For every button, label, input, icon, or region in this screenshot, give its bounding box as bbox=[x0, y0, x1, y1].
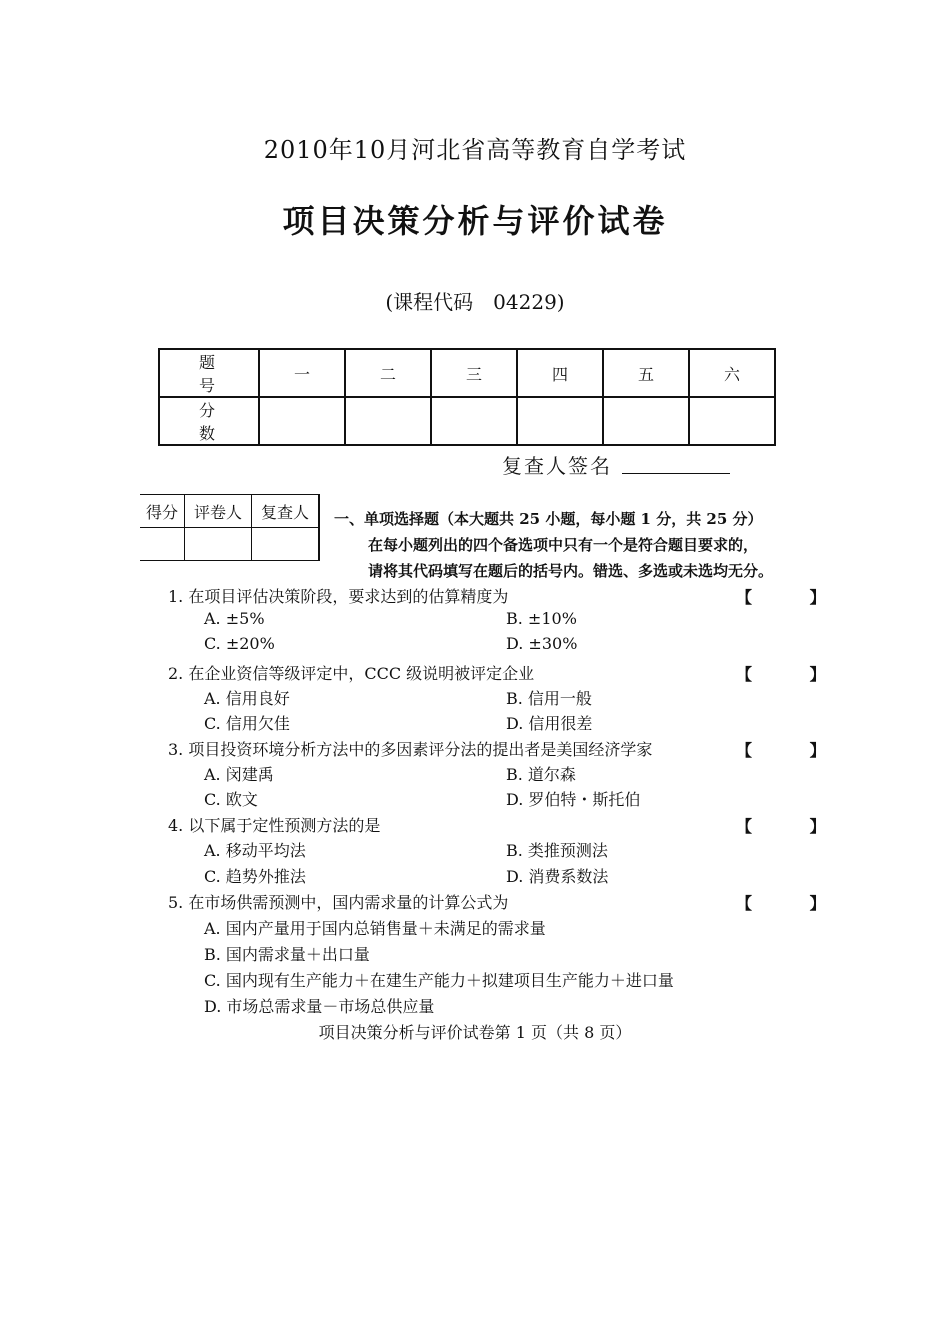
grader-cell-score[interactable] bbox=[140, 528, 185, 561]
question-3-option-d: D. 罗伯特・斯托伯 bbox=[506, 790, 641, 809]
score-table-col-3: 三 bbox=[431, 349, 517, 397]
question-2-option-b: B. 信用一般 bbox=[506, 689, 592, 708]
question-3-option-c: C. 欧文 bbox=[204, 790, 258, 809]
reviewer-signature-label: 复查人签名 bbox=[502, 454, 612, 478]
question-5-option-c: C. 国内现有生产能力＋在建生产能力＋拟建项目生产能力＋进口量 bbox=[204, 971, 674, 990]
score-cell-4[interactable] bbox=[517, 397, 603, 445]
score-cell-5[interactable] bbox=[603, 397, 689, 445]
question-2-option-a: A. 信用良好 bbox=[204, 689, 290, 708]
grader-cell-reviewer[interactable] bbox=[252, 528, 320, 561]
score-table bbox=[158, 348, 776, 446]
section-instruction-2: 请将其代码填写在题后的括号内。错选、多选或未选均无分。 bbox=[368, 562, 774, 580]
grader-header-reviewer: 复查人 bbox=[252, 495, 320, 528]
score-table-header-row bbox=[159, 349, 775, 397]
question-2-stem: 2. 在企业资信等级评定中，CCC 级说明被评定企业 bbox=[168, 664, 535, 683]
course-code: (课程代码 04229) bbox=[385, 290, 565, 314]
question-4-option-b: B. 类推预测法 bbox=[506, 841, 608, 860]
grader-header-score: 得分 bbox=[140, 495, 185, 528]
question-1-option-c: C. ±20% bbox=[204, 634, 275, 653]
score-table-col-1: 一 bbox=[259, 349, 345, 397]
question-1-answer-bracket[interactable]: 【 】 bbox=[736, 588, 852, 607]
score-cell-6[interactable] bbox=[689, 397, 775, 445]
question-4-option-a: A. 移动平均法 bbox=[204, 841, 306, 860]
grader-cell-grader[interactable] bbox=[185, 528, 252, 561]
score-table-label-score: 分 数 bbox=[159, 397, 259, 445]
question-2-option-d: D. 信用很差 bbox=[506, 714, 593, 733]
question-5-option-a: A. 国内产量用于国内总销售量＋未满足的需求量 bbox=[204, 919, 546, 938]
section-instruction-1: 在每小题列出的四个备选项中只有一个是符合题目要求的， bbox=[368, 536, 759, 554]
question-2-answer-bracket[interactable]: 【 】 bbox=[736, 665, 852, 684]
question-5-option-b: B. 国内需求量＋出口量 bbox=[204, 945, 370, 964]
question-1-option-a: A. ±5% bbox=[204, 609, 265, 628]
score-cell-2[interactable] bbox=[345, 397, 431, 445]
score-cell-1[interactable] bbox=[259, 397, 345, 445]
score-cell-3[interactable] bbox=[431, 397, 517, 445]
question-3-option-b: B. 道尔森 bbox=[506, 765, 576, 784]
score-table-score-row bbox=[159, 397, 775, 445]
question-3-option-a: A. 闵建禹 bbox=[204, 765, 274, 784]
question-1-option-d: D. ±30% bbox=[506, 634, 578, 653]
question-3-stem: 3. 项目投资环境分析方法中的多因素评分法的提出者是美国经济学家 bbox=[168, 740, 653, 759]
score-table-col-5: 五 bbox=[603, 349, 689, 397]
question-4-option-c: C. 趋势外推法 bbox=[204, 867, 306, 886]
score-table-col-2: 二 bbox=[345, 349, 431, 397]
score-table-col-6: 六 bbox=[689, 349, 775, 397]
question-5-stem: 5. 在市场供需预测中，国内需求量的计算公式为 bbox=[168, 893, 509, 912]
grader-table bbox=[140, 494, 320, 561]
grader-header-grader: 评卷人 bbox=[185, 495, 252, 528]
score-table-col-4: 四 bbox=[517, 349, 603, 397]
question-4-answer-bracket[interactable]: 【 】 bbox=[736, 817, 852, 836]
exam-title: 2010年10月河北省高等教育自学考试 bbox=[263, 136, 687, 164]
question-5-option-d: D. 市场总需求量－市场总供应量 bbox=[204, 997, 435, 1016]
score-table-label-question-no: 题 号 bbox=[159, 349, 259, 397]
question-1-option-b: B. ±10% bbox=[506, 609, 577, 628]
question-4-stem: 4. 以下属于定性预测方法的是 bbox=[168, 816, 381, 835]
paper-title: 项目决策分析与评价试卷 bbox=[282, 202, 668, 240]
reviewer-signature-line[interactable] bbox=[622, 473, 730, 474]
question-2-option-c: C. 信用欠佳 bbox=[204, 714, 290, 733]
page-footer: 项目决策分析与评价试卷第 1 页（共 8 页） bbox=[318, 1023, 632, 1042]
question-3-answer-bracket[interactable]: 【 】 bbox=[736, 741, 852, 760]
question-1-stem: 1. 在项目评估决策阶段，要求达到的估算精度为 bbox=[168, 587, 509, 606]
question-4-option-d: D. 消费系数法 bbox=[506, 867, 609, 886]
section-heading: 一、单项选择题（本大题共 25 小题，每小题 1 分，共 25 分） bbox=[334, 510, 763, 528]
question-5-answer-bracket[interactable]: 【 】 bbox=[736, 894, 852, 913]
